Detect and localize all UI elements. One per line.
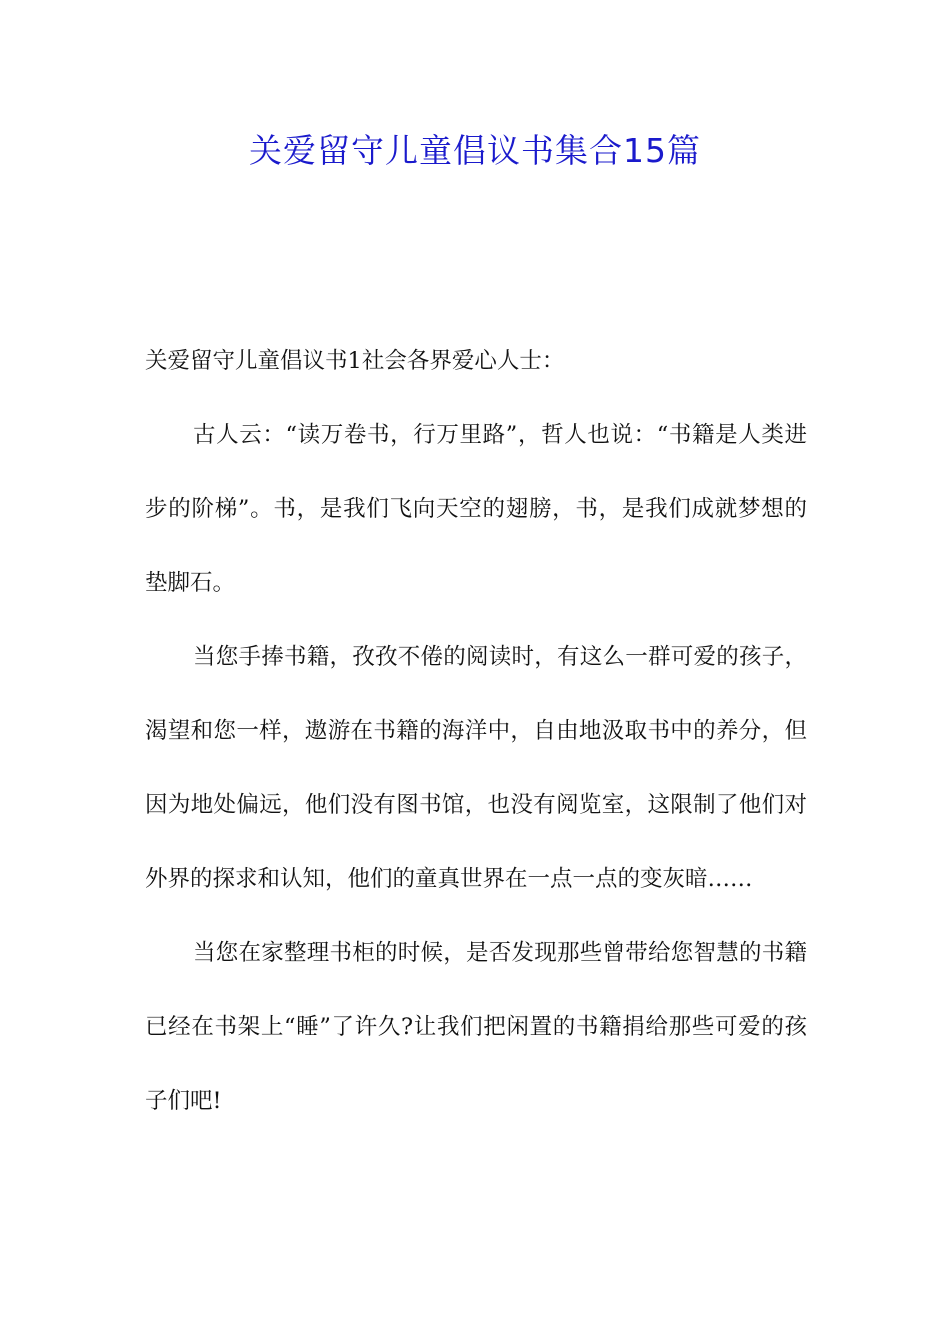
paragraph: 当您手捧书籍，孜孜不倦的阅读时，有这么一群可爱的孩子，渴望和您一样，遨游在书籍的海洋中，自由地汲取书中的养分，但因为地处偏远，他们没有图书馆，也没有阅览室，这限制了他们对外界的探求和认知，他们的童真世界在一点一点的变灰暗…… — [145, 644, 807, 892]
document-body — [145, 324, 807, 1138]
document-title: 关爱留守儿童倡议书集合15篇 — [249, 131, 701, 170]
paragraph: 古人云：“读万卷书，行万里路”，哲人也说：“书籍是人类进步的阶梯”。书，是我们飞向天空的翅膀，书，是我们成就梦想的垫脚石。 — [145, 422, 807, 596]
paragraph-salutation: 关爱留守儿童倡议书1社会各界爱心人士： — [145, 348, 565, 374]
paragraph: 当您在家整理书柜的时候，是否发现那些曾带给您智慧的书籍已经在书架上“睡”了许久?让我们把闲置的书籍捐给那些可爱的孩子们吧! — [145, 940, 807, 1114]
